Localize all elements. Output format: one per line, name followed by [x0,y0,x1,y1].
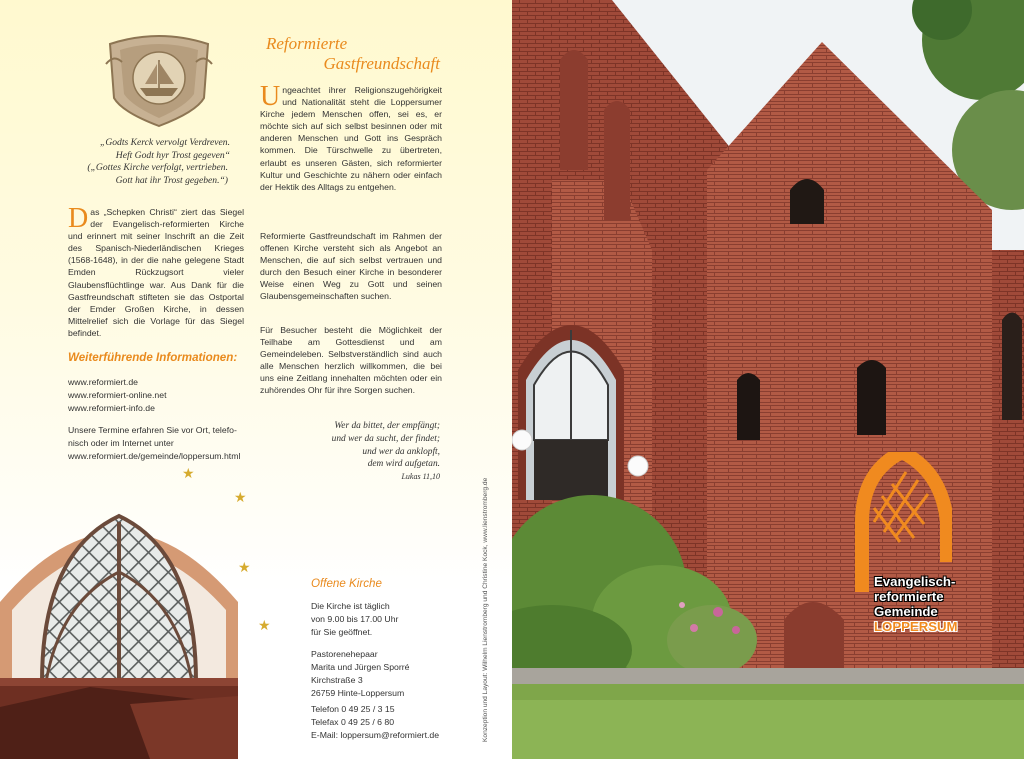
star-icon: ★ [238,559,251,575]
logo-line-loppersum: LOPPERSUM [874,619,958,634]
intro-paragraph-dropcap: U [260,81,281,112]
seal-paragraph [68,203,244,339]
bible-quote-source: Lukas 11,10 [401,472,440,482]
open-church-heading: Offene Kirche [311,577,382,590]
bible-quote-line: Wer da bittet, der empfängt; [334,421,440,431]
seal-paragraph-dropcap: D [68,203,89,234]
star-icon: ★ [258,617,271,633]
email-link[interactable]: E-Mail: loppersum@reformiert.de [311,730,440,740]
layout-credit: Konzeption und Layout: Wilhelm Lienstromberg und Christine Kock, www.lienstromberg.de [482,477,489,742]
page-title-line: Gastfreundschaft [323,54,440,73]
logo-line: reformierte [874,589,944,604]
opening-hours-line: Die Kirche ist täglich [311,601,390,611]
bible-quote-line: dem wird aufgetan. [367,459,440,470]
gemeinde-logo-text [874,574,1024,634]
church-photo-illustration [512,0,1024,759]
church-seal-image [104,34,214,128]
visitors-paragraph: Für Besucher besteht die Möglichkeit der Teilhabe am Gottesdienst und am Gemeindeleben. Selbstverständlich sind auch alle Menschen herzlich willkommen, die bei uns eine Zeitlang innehalten möchten oder ein zuhörendes Ohr für ihre Sorgen suchen. [260,325,442,396]
seal-paragraph-text: as „Schepken Christi“ ziert das Siegel der Evangelisch-reformierten Kirche und erinnert mit seiner Inschrift an die Zeit des Spanisch-Niederländischen Krieges (1568-1648), in der die nahe gelegene Stadt Emden Rückzugsort vieler Glaubensflüchtlinge war. Aus Dank für die Gastfreundschaft stifteten sie das Ostportal der Emder Großen Kirche, in dessen Mittelrelief sich die Vorlage für das Siegel befindet. [68,207,244,338]
opening-hours-line: für Sie geöffnet. [311,627,373,637]
bible-quote [300,420,440,484]
opening-hours-line: von 9.00 bis 17.00 Uhr [311,614,399,624]
contact-line: Marita und Jürgen Sporré [311,662,410,672]
seal-motto-line: Heft Godt hyr Trost gegeven“ [115,150,230,161]
seal-motto-line: „Godts Kerck vervolgt Verdreven. [99,137,230,148]
page-title-line: Reformierte [266,34,348,53]
fax-line: Telefax 0 49 25 / 6 80 [311,717,395,727]
logo-line: Gemeinde [874,604,938,619]
bible-quote-line: und wer da sucht, der findet; [331,433,440,444]
further-info-heading: Weiterführende Informationen: [68,351,238,364]
contact-line: Kirchstraße 3 [311,675,363,685]
seal-motto-translation [70,161,228,187]
star-icon: ★ [234,489,247,505]
bible-quote-line: und wer da anklopft, [362,446,440,457]
church-window-image [0,482,238,759]
phone-line[interactable]: Telefon 0 49 25 / 3 15 [311,704,395,714]
link-reformiert-info[interactable]: www.reformiert-info.de [68,403,155,413]
termine-line: Unsere Termine erfahren Sie vor Ort, telefo- [68,425,237,435]
church-photo [512,0,1024,759]
termine-line: nisch oder im Internet unter [68,438,174,448]
seal-motto-translation-line: („Gottes Kirche verfolgt, vertrieben. [87,162,228,173]
contact-line: 26759 Hinte-Loppersum [311,688,405,698]
star-icon: ★ [182,465,195,481]
logo-line: Evangelisch- [874,574,956,589]
seal-motto [70,136,230,162]
intro-paragraph-text: ngeachtet ihrer Religionszugehörigkeit und Nationalität steht die Loppersumer Kirche jedem Menschen offen, sei es, er möchte sich auf sich selbst besinnen oder mit anderen Menschen und Gott ins Gespräch kommen. Die Türschwelle zu übertreten, erlaubt es unseren Gästen, sich reformierter Kultur und Geschichte zu nähern oder einfach der Hektik des Alltags zu entgehen. [260,85,442,192]
contact-line: Pastorenehepaar [311,649,378,659]
link-gemeinde-loppersum[interactable]: www.reformiert.de/gemeinde/loppersum.html [68,451,241,461]
seal-motto-translation-line: Gott hat ihr Trost gegeben.“) [115,175,228,186]
gemeinde-logo-arch-icon [852,452,952,592]
hospitality-paragraph: Reformierte Gastfreundschaft im Rahmen der offenen Kirche versteht sich als Angebot an Menschen, die auf sich selbst vertrauen und durch den Besuch einer Kirche in besonderer Weise einen Weg zu Gott und seinen Glaubensgemeinschaften suchen. [260,231,442,302]
link-reformiert[interactable]: www.reformiert.de [68,377,138,387]
intro-paragraph [260,81,442,193]
link-reformiert-online[interactable]: www.reformiert-online.net [68,390,167,400]
page-title [258,34,440,74]
